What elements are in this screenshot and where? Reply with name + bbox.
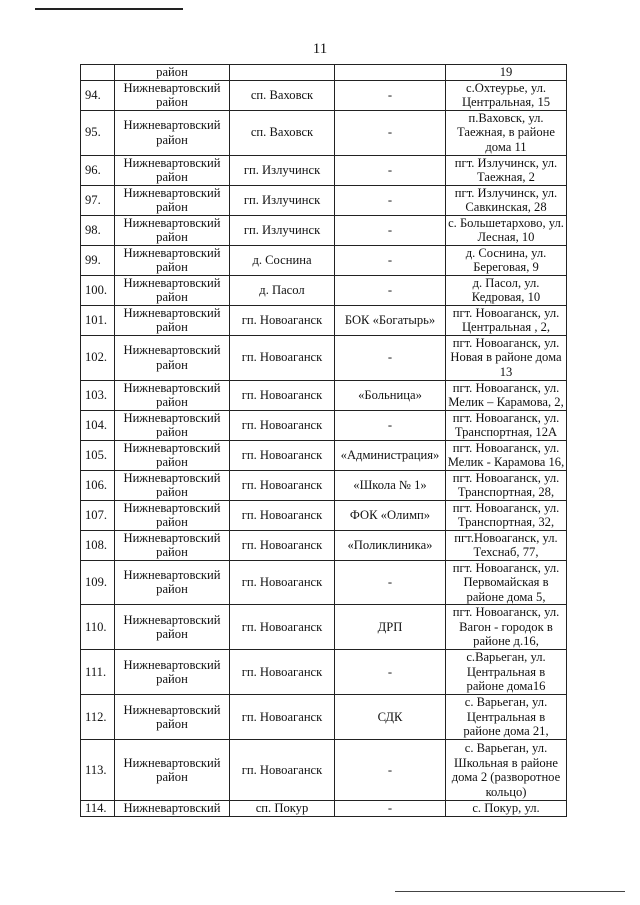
row-number: 97. [81, 185, 115, 215]
table-row [81, 440, 567, 470]
district-cell: Нижневартовский район [115, 80, 230, 110]
district-cell: Нижневартовский район [115, 500, 230, 530]
address-cell: д. Пасол, ул. Кедровая, 10 [446, 275, 567, 305]
settlement-cell: гп. Новоаганск [230, 605, 335, 650]
row-number: 95. [81, 110, 115, 155]
row-number: 114. [81, 801, 115, 817]
locations-table [80, 64, 567, 817]
table-row [81, 155, 567, 185]
address-cell: с. Варьеган, ул. Центральная в районе дома 21, [446, 695, 567, 740]
footer-rule [395, 891, 625, 892]
object-cell: «Поликлиника» [335, 530, 446, 560]
table-row [81, 215, 567, 245]
address-cell: пгт. Новоаганск, ул. Мелик – Карамова, 2, [446, 380, 567, 410]
table-row [81, 110, 567, 155]
row-number: 108. [81, 530, 115, 560]
row-number: 110. [81, 605, 115, 650]
address-cell: пгт. Новоаганск, ул. Транспортная, 12А [446, 410, 567, 440]
table-row [81, 500, 567, 530]
address-cell: пгт. Новоаганск, ул. Первомайская в районе дома 5, [446, 560, 567, 605]
object-cell: - [335, 110, 446, 155]
district-cell: Нижневартовский район [115, 560, 230, 605]
object-cell: - [335, 801, 446, 817]
table-row [81, 245, 567, 275]
district-cell: район [115, 65, 230, 81]
settlement-cell: гп. Новоаганск [230, 530, 335, 560]
settlement-cell: гп. Новоаганск [230, 740, 335, 801]
district-cell: Нижневартовский район [115, 530, 230, 560]
object-cell [335, 65, 446, 81]
district-cell: Нижневартовский район [115, 380, 230, 410]
district-cell: Нижневартовский район [115, 110, 230, 155]
address-cell: пгт. Новоаганск, ул. Транспортная, 32, [446, 500, 567, 530]
district-cell: Нижневартовский [115, 801, 230, 817]
row-number: 100. [81, 275, 115, 305]
address-cell: 19 [446, 65, 567, 81]
settlement-cell: д. Соснина [230, 245, 335, 275]
object-cell: - [335, 335, 446, 380]
row-number: 102. [81, 335, 115, 380]
row-number: 94. [81, 80, 115, 110]
object-cell: ФОК «Олимп» [335, 500, 446, 530]
table-row [81, 410, 567, 440]
settlement-cell: гп. Новоаганск [230, 470, 335, 500]
settlement-cell: гп. Новоаганск [230, 380, 335, 410]
table-row [81, 530, 567, 560]
object-cell: - [335, 740, 446, 801]
table-body [81, 65, 567, 817]
object-cell: БОК «Богатырь» [335, 305, 446, 335]
address-cell: пгт. Излучинск, ул. Таежная, 2 [446, 155, 567, 185]
settlement-cell: гп. Новоаганск [230, 410, 335, 440]
object-cell: - [335, 650, 446, 695]
address-cell: пгт. Новоаганск, ул. Вагон - городок в районе д.16, [446, 605, 567, 650]
district-cell: Нижневартовский район [115, 155, 230, 185]
table-row [81, 801, 567, 817]
address-cell: пгт. Новоаганск, ул. Мелик - Карамова 16, [446, 440, 567, 470]
settlement-cell: гп. Излучинск [230, 185, 335, 215]
address-cell: с.Охтеурье, ул. Центральная, 15 [446, 80, 567, 110]
settlement-cell: гп. Новоаганск [230, 695, 335, 740]
row-number: 96. [81, 155, 115, 185]
table-row [81, 650, 567, 695]
district-cell: Нижневартовский район [115, 185, 230, 215]
row-number: 101. [81, 305, 115, 335]
settlement-cell: гп. Новоаганск [230, 440, 335, 470]
settlement-cell: гп. Излучинск [230, 215, 335, 245]
settlement-cell: сп. Ваховск [230, 110, 335, 155]
settlement-cell [230, 65, 335, 81]
district-cell: Нижневартовский район [115, 305, 230, 335]
settlement-cell: гп. Излучинск [230, 155, 335, 185]
settlement-cell: сп. Ваховск [230, 80, 335, 110]
object-cell: - [335, 410, 446, 440]
row-number: 106. [81, 470, 115, 500]
object-cell: - [335, 560, 446, 605]
row-number: 109. [81, 560, 115, 605]
district-cell: Нижневартовский район [115, 335, 230, 380]
settlement-cell: д. Пасол [230, 275, 335, 305]
row-number [81, 65, 115, 81]
address-cell: д. Соснина, ул. Береговая, 9 [446, 245, 567, 275]
object-cell: - [335, 245, 446, 275]
row-number: 103. [81, 380, 115, 410]
table-row [81, 740, 567, 801]
object-cell: ДРП [335, 605, 446, 650]
district-cell: Нижневартовский район [115, 440, 230, 470]
table-row [81, 560, 567, 605]
district-cell: Нижневартовский район [115, 410, 230, 440]
settlement-cell: гп. Новоаганск [230, 650, 335, 695]
object-cell: «Больница» [335, 380, 446, 410]
table-row [81, 380, 567, 410]
table-row [81, 695, 567, 740]
table-row [81, 65, 567, 81]
row-number: 105. [81, 440, 115, 470]
page-number: 11 [312, 41, 328, 57]
object-cell: «Школа № 1» [335, 470, 446, 500]
address-cell: пгт. Новоаганск, ул. Транспортная, 28, [446, 470, 567, 500]
table-row [81, 470, 567, 500]
object-cell: - [335, 80, 446, 110]
address-cell: пгт. Новоаганск, ул. Центральная , 2, [446, 305, 567, 335]
district-cell: Нижневартовский район [115, 245, 230, 275]
table-row [81, 80, 567, 110]
object-cell: - [335, 185, 446, 215]
object-cell: «Администрация» [335, 440, 446, 470]
header-rule [35, 8, 183, 10]
address-cell: п.Ваховск, ул. Таежная, в районе дома 11 [446, 110, 567, 155]
district-cell: Нижневартовский район [115, 470, 230, 500]
district-cell: Нижневартовский район [115, 605, 230, 650]
settlement-cell: сп. Покур [230, 801, 335, 817]
row-number: 112. [81, 695, 115, 740]
row-number: 107. [81, 500, 115, 530]
object-cell: - [335, 215, 446, 245]
row-number: 113. [81, 740, 115, 801]
table-row [81, 605, 567, 650]
district-cell: Нижневартовский район [115, 275, 230, 305]
table-row [81, 305, 567, 335]
address-cell: пгт. Новоаганск, ул. Новая в районе дома 13 [446, 335, 567, 380]
object-cell: - [335, 155, 446, 185]
row-number: 98. [81, 215, 115, 245]
district-cell: Нижневартовский район [115, 740, 230, 801]
table-row [81, 185, 567, 215]
row-number: 104. [81, 410, 115, 440]
district-cell: Нижневартовский район [115, 695, 230, 740]
table-row [81, 275, 567, 305]
district-cell: Нижневартовский район [115, 215, 230, 245]
object-cell: - [335, 275, 446, 305]
settlement-cell: гп. Новоаганск [230, 560, 335, 605]
address-cell: с. Покур, ул. [446, 801, 567, 817]
settlement-cell: гп. Новоаганск [230, 335, 335, 380]
address-cell: пгт.Новоаганск, ул. Техснаб, 77, [446, 530, 567, 560]
address-cell: с. Варьеган, ул. Школьная в районе дома 2 (разворотное кольцо) [446, 740, 567, 801]
district-cell: Нижневартовский район [115, 650, 230, 695]
object-cell: СДК [335, 695, 446, 740]
address-cell: с.Варьеган, ул. Центральная в районе дома16 [446, 650, 567, 695]
settlement-cell: гп. Новоаганск [230, 305, 335, 335]
settlement-cell: гп. Новоаганск [230, 500, 335, 530]
address-cell: с. Большетархово, ул. Лесная, 10 [446, 215, 567, 245]
row-number: 99. [81, 245, 115, 275]
table-row [81, 335, 567, 380]
row-number: 111. [81, 650, 115, 695]
address-cell: пгт. Излучинск, ул. Савкинская, 28 [446, 185, 567, 215]
